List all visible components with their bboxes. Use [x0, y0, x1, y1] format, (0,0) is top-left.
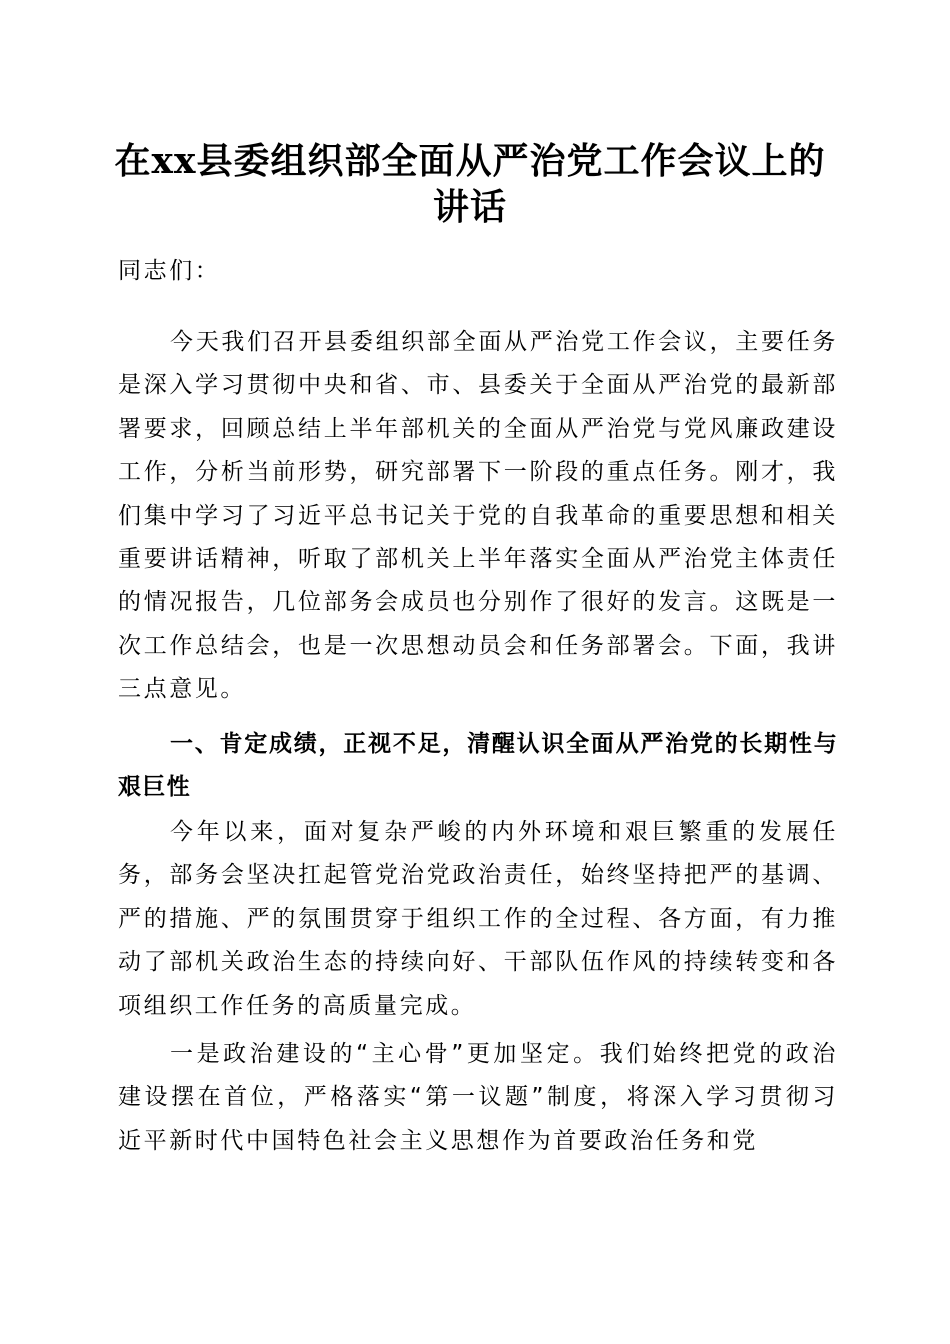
intro-paragraph: 今天我们召开县委组织部全面从严治党工作会议，主要任务是深入学习贯彻中央和省、市、县委关于全面从严治党的最新部署要求，回顾总结上半年部机关的全面从严治党与党风廉政建设工作，分析当前形势，研究部署下一阶段的重点任务。刚才，我们集中学习了习近平总书记关于党的自我革命的重要思想和相关重要讲话精神，听取了部机关上半年落实全面从严治党主体责任的情况报告，几位部务会成员也分别作了很好的发言。这既是一次工作总结会，也是一次思想动员会和任务部署会。下面，我讲三点意见。 [118, 329, 838, 703]
document-title-line-1: 在xx县委组织部全面从严治党工作会议上的 [114, 140, 826, 182]
salutation: 同志们： [118, 258, 221, 284]
section-heading-1: 一、肯定成绩，正视不足，清醒认识全面从严治党的长期性与艰巨性 [118, 731, 838, 801]
section-1-paragraph: 今年以来，面对复杂严峻的内外环境和艰巨繁重的发展任务，部务会坚决扛起管党治党政治责任，始终坚持把严的基调、严的措施、严的氛围贯穿于组织工作的全过程、各方面，有力推动了部机关政治生态的持续向好、干部队伍作风的持续转变和各项组织工作任务的高质量完成。 [118, 819, 838, 1019]
document-title-line-2: 讲话 [432, 186, 507, 228]
section-1-point-1-paragraph: 一是政治建设的“主心骨”更加坚定。我们始终把党的政治建设摆在首位，严格落实“第一议题”制度，将深入学习贯彻习近平新时代中国特色社会主义思想作为首要政治任务和党 [118, 1041, 838, 1154]
